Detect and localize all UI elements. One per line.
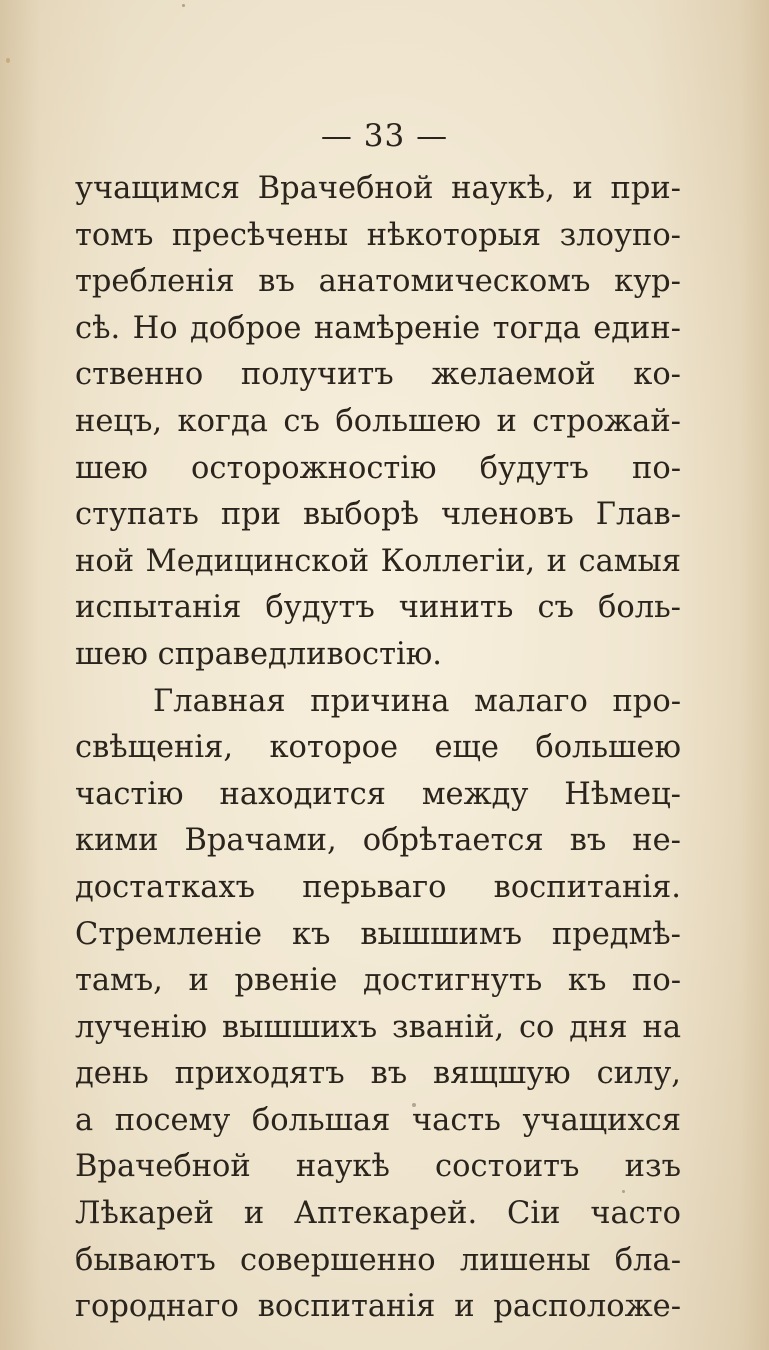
text-line: кими Врачами, обрѣтается въ не-: [75, 823, 681, 859]
text-line: нецъ, когда съ большею и строжай-: [75, 403, 681, 439]
body-text: [75, 166, 681, 1331]
text-line: шею осторожностію будутъ по-: [75, 450, 681, 486]
text-line: Врачебной наукѣ состоитъ изъ: [75, 1149, 681, 1185]
text-line: частію находится между Нѣмец-: [75, 776, 681, 812]
text-line: ступать при выборѣ членовъ Глав-: [75, 497, 681, 533]
paragraph-start-line: Главная причина малаго про-: [153, 683, 681, 719]
text-line: лученію вышшихъ званій, со дня на: [75, 1009, 681, 1045]
text-line: свѣщенія, которое еще большею: [75, 730, 681, 766]
text-line: испытанія будутъ чинить съ боль-: [75, 590, 681, 626]
text-line: а посему большая часть учащихся: [75, 1102, 681, 1138]
text-line: томъ пресѣчены нѣкоторыя злоупо-: [75, 217, 681, 253]
text-line: Стремленіе къ вышшимъ предмѣ-: [75, 916, 681, 952]
page-number: — 33 —: [320, 118, 449, 154]
text-line: сѣ. Но доброе намѣреніе тогда един-: [75, 310, 681, 346]
text-line: учащимся Врачебной наукѣ, и при-: [75, 171, 681, 206]
paragraph-end-line: шею справедливостію.: [75, 636, 442, 672]
text-line: достаткахъ перьваго воспитанія.: [75, 869, 681, 905]
text-line: ственно получитъ желаемой ко-: [75, 357, 681, 393]
text-line: тамъ, и рвеніе достигнуть къ по-: [75, 963, 681, 999]
text-line: городнаго воспитанія и расположе-: [75, 1289, 681, 1325]
text-line: требленія въ анатомическомъ кур-: [75, 264, 681, 300]
text-line: Лѣкарей и Аптекарей. Сіи часто: [75, 1196, 681, 1232]
text-line: бываютъ совершенно лишены бла-: [75, 1242, 681, 1278]
text-line: ной Медицинской Коллегіи, и самыя: [75, 543, 681, 579]
text-line: день приходятъ въ вящшую силу,: [75, 1056, 681, 1092]
